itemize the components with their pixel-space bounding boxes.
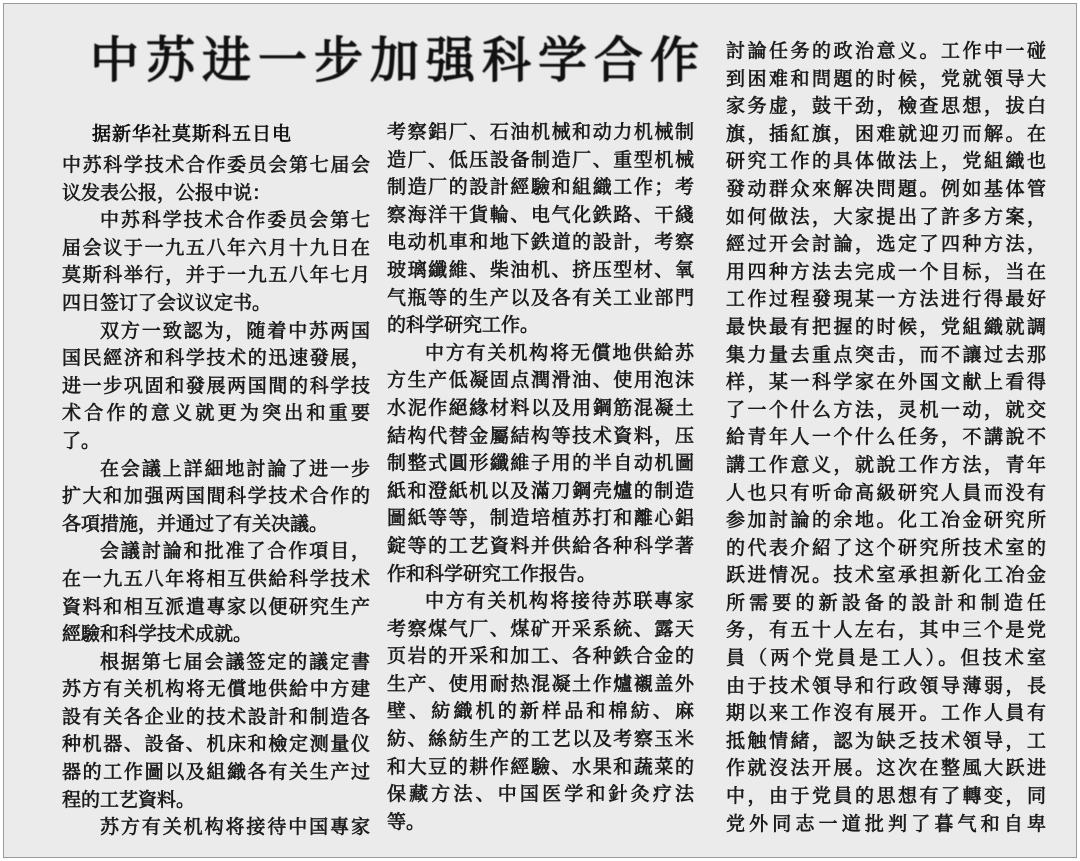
text-column-1 bbox=[62, 152, 370, 842]
text-line: 所需要的新設备的設計和制造任 bbox=[726, 591, 1046, 614]
text-line: 了。 bbox=[62, 429, 101, 452]
text-line: 程的工艺資料。 bbox=[62, 788, 196, 811]
text-line: 器的工作圖以及組織各有关生产过 bbox=[62, 761, 370, 784]
text-line: 了一个什么方法，灵机一动，就交 bbox=[726, 398, 1046, 421]
text-line: 中方有关机构将无償地供給苏 bbox=[425, 341, 694, 364]
text-line: 党外同志一道批判了暮气和自卑 bbox=[726, 812, 1046, 835]
text-line: 如何做法，大家提出了許多方案， bbox=[726, 205, 1046, 228]
text-line: 考察鋁厂、石油机械和动力机械制 bbox=[387, 121, 694, 143]
text-line: 人也只有听命高級研究人員而没有 bbox=[726, 481, 1046, 504]
article-headline: 中苏进一步加强科学合作 bbox=[90, 31, 707, 89]
text-line: 考察煤气厂、煤矿开采系統、露天 bbox=[387, 617, 694, 640]
text-line: 資料和相互派遣專家以便研究生产 bbox=[62, 595, 370, 618]
text-line: 议发表公报，公报中说： bbox=[62, 181, 272, 204]
text-line: 到困难和問題的时候，党就領导大 bbox=[726, 67, 1046, 90]
text-line: 造厂、低压設备制造厂、重型机械 bbox=[387, 148, 694, 171]
text-line: 制整式圓形纖維子用的半自动机圖 bbox=[387, 452, 694, 475]
text-line: 中苏科学技术合作委员会第七 bbox=[100, 209, 370, 232]
text-line: 經驗和科学技术成就。 bbox=[62, 623, 253, 646]
text-line: 各項措施，并通过了有关决議。 bbox=[62, 512, 329, 535]
text-line: 員（两个党員是工人）。但技术室 bbox=[726, 647, 1046, 670]
text-line: 苏方有关机构将接待中国專家 bbox=[100, 816, 370, 839]
text-line: 用四种方法去完成一个目标，当在 bbox=[726, 260, 1046, 283]
text-line: 旗，插紅旗，困难就迎刃而解。在 bbox=[726, 122, 1046, 145]
text-line: 家务虚，鼓干劲，檢查思想，拔白 bbox=[726, 95, 1046, 118]
text-line: 發动群众來解决問題。例如基体管 bbox=[726, 177, 1046, 200]
text-line: 中苏科学技术合作委员会第七届会 bbox=[62, 154, 370, 176]
text-column-3 bbox=[726, 38, 1046, 838]
text-line: 方生产低凝固点潤滑油、使用泡沫 bbox=[387, 369, 694, 392]
text-line: 务，有五十人左右，其中三个是党 bbox=[726, 619, 1046, 642]
text-line: 保藏方法、中国医学和針灸疗法 bbox=[387, 783, 694, 806]
text-line: 制造厂的設計經驗和組織工作；考 bbox=[387, 176, 694, 199]
text-line: 設有关各企业的技术設計和制造各 bbox=[62, 705, 370, 728]
text-line: 抵触情緒，認为缺乏技术領导，工 bbox=[726, 729, 1046, 752]
text-line: 壁、紡織机的新样品和棉紡、麻 bbox=[387, 700, 694, 723]
text-line: 跃进情况。技术室承担新化工冶金 bbox=[726, 564, 1046, 587]
text-line: 集力量去重点突击，而不讓过去那 bbox=[726, 343, 1046, 366]
text-line: 页岩的开采和加工、各种鉄合金的 bbox=[387, 645, 694, 668]
text-line: 莫斯科举行，并于一九五八年七月 bbox=[62, 264, 370, 287]
text-line: 錠等的工艺資料并供給各种科学著 bbox=[387, 534, 694, 557]
text-line: 作就沒法开展。这次在整風大跃进 bbox=[726, 757, 1046, 780]
text-line: 圖紙等等，制造培植苏打和離心鋁 bbox=[387, 507, 694, 530]
text-line: 国民經济和科学技术的迅速發展， bbox=[62, 347, 370, 370]
text-line: 届会议于一九五八年六月十九日在 bbox=[62, 236, 370, 259]
newspaper-page bbox=[3, 3, 1077, 858]
text-line: 紙和澄紙机以及滿刀鋼壳爐的制造 bbox=[387, 479, 694, 502]
text-line: 由于技术領导和行政領导薄弱，長 bbox=[726, 674, 1046, 697]
text-line: 結构代替金屬結构等技术資料，压 bbox=[387, 424, 694, 447]
text-line: 苏方有关机构将无償地供給中方建 bbox=[62, 678, 370, 701]
text-line: 最快最有把握的时候，党組織就調 bbox=[726, 315, 1046, 338]
text-line: 的科学研究工作。 bbox=[387, 314, 540, 337]
text-line: 水泥作絕緣材料以及用鋼筋混凝土 bbox=[387, 396, 694, 419]
text-line: 进一步巩固和發展两国間的科学技 bbox=[62, 374, 370, 397]
text-line: 的代表介紹了这个研究所技术室的 bbox=[726, 536, 1046, 559]
text-line: 作和科学研究工作报告。 bbox=[387, 562, 597, 585]
text-column-2 bbox=[387, 119, 694, 836]
text-line: 研究工作的具体做法上，党組織也 bbox=[726, 150, 1046, 173]
text-line: 玻璃纖維、柴油机、挤压型材、氧 bbox=[387, 258, 694, 281]
text-line: 在会議上詳細地討論了进一步 bbox=[100, 457, 370, 480]
text-line: 双方一致認为，随着中苏两国 bbox=[100, 319, 370, 342]
text-line: 給青年人一个什么任务，不講說不 bbox=[726, 426, 1046, 449]
text-line: 种机器、設备、机床和檢定测量仪 bbox=[62, 733, 370, 756]
text-line: 和大豆的耕作經驗、水果和蔬菜的 bbox=[387, 755, 694, 778]
text-line: 經过开会討論，选定了四种方法， bbox=[726, 233, 1046, 256]
text-line: 紡、絲紡生产的工艺以及考察玉米 bbox=[387, 728, 694, 751]
text-line: 期以来工作沒有展开。工作人員有 bbox=[726, 702, 1046, 725]
text-line: 工作过程發現某一方法进行得最好 bbox=[726, 288, 1046, 311]
text-line: 講工作意义，就說工作方法，青年 bbox=[726, 453, 1046, 476]
text-line: 根据第七届会議签定的議定書 bbox=[100, 650, 370, 673]
text-line: 电动机車和地下鉄道的設計，考察 bbox=[387, 231, 694, 254]
text-line: 会議討論和批准了合作項目， bbox=[100, 540, 370, 563]
article-dateline: 据新华社莫斯科五日电 bbox=[92, 123, 293, 145]
text-line: 四日签订了会议议定书。 bbox=[62, 291, 272, 314]
text-line: 生产、使用耐热混凝土作爐襯盖外 bbox=[387, 672, 694, 695]
text-line: 等。 bbox=[387, 810, 426, 833]
text-line: 术合作的意义就更为突出和重要 bbox=[62, 402, 370, 425]
text-line: 参加討論的余地。化工冶金研究所 bbox=[726, 509, 1046, 532]
text-line: 样，某一科学家在外国文献上看得 bbox=[726, 371, 1046, 394]
text-line: 在一九五八年将相互供給科学技术 bbox=[62, 567, 370, 590]
text-line: 中，由于党員的思想有了轉变，同 bbox=[726, 785, 1046, 808]
text-line: 中方有关机构将接待苏联專家 bbox=[425, 590, 694, 613]
text-line: 气瓶等的生产以及各有关工业部門 bbox=[387, 286, 694, 309]
text-line: 扩大和加强两国間科学技术合作的 bbox=[62, 485, 370, 508]
text-line: 討論任务的政治意义。工作中一碰 bbox=[726, 40, 1046, 62]
text-line: 察海洋干貨輪、电气化鉄路、干綫 bbox=[387, 203, 694, 226]
